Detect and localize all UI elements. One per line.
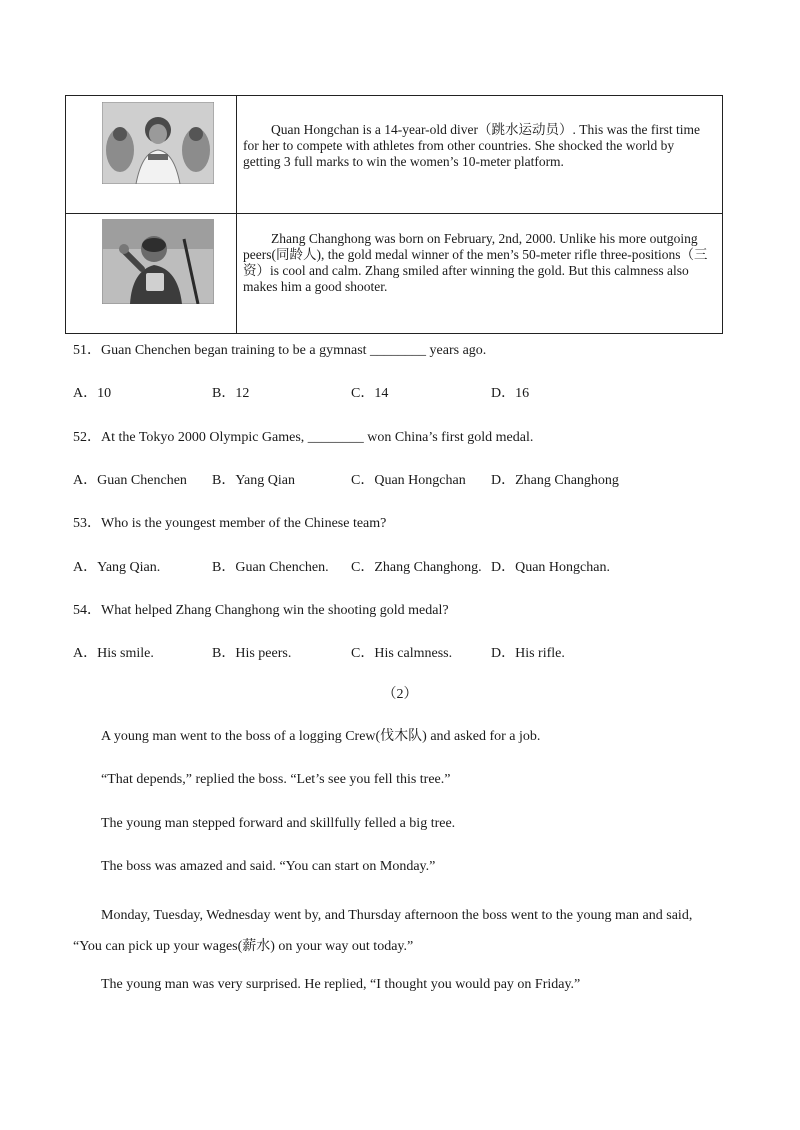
option-c[interactable]: C．Zhang Changhong.	[351, 560, 482, 575]
option-d[interactable]: D．His rifle.	[491, 646, 565, 661]
option-c[interactable]: C．14	[351, 386, 389, 401]
option-c[interactable]: C．Quan Hongchan	[351, 473, 466, 488]
athlete-photo-diver	[102, 102, 214, 184]
option-a[interactable]: A．Yang Qian.	[73, 560, 161, 575]
question-51: 51．Guan Chenchen began training to be a gymnast ________ years ago.	[73, 343, 487, 358]
passage-paragraph: Monday, Tuesday, Wednesday went by, and Thursday afternoon the boss went to the young man and said, “You can pick up your wages(薪水) on your way out today.”	[73, 908, 693, 954]
option-b[interactable]: B．Guan Chenchen.	[212, 560, 329, 575]
option-a[interactable]: A．His smile.	[73, 646, 154, 661]
option-a[interactable]: A．10	[73, 386, 112, 401]
athlete-photo-shooter	[102, 219, 214, 304]
athlete-description: Quan Hongchan is a 14-year-old diver（跳水运动员）. This was the first time for her to compete with athletes from other countries. She shocked the world by getting 3 full marks to win the women’s 10-meter platform.	[243, 122, 701, 169]
description-cell	[237, 214, 723, 334]
passage-paragraph: The young man stepped forward and skillfully felled a big tree.	[101, 816, 456, 831]
option-b[interactable]: B．12	[212, 386, 250, 401]
passage-paragraph: “That depends,” replied the boss. “Let’s see you fell this tree.”	[101, 772, 451, 787]
option-d[interactable]: D．16	[491, 386, 530, 401]
question-53: 53．Who is the youngest member of the Chinese team?	[73, 516, 387, 531]
passage-paragraph: A young man went to the boss of a logging Crew(伐木队) and asked for a job.	[101, 729, 541, 744]
description-cell	[237, 96, 723, 214]
photo-cell	[66, 96, 237, 214]
option-b[interactable]: B．Yang Qian	[212, 473, 295, 488]
option-d[interactable]: D．Zhang Changhong	[491, 473, 619, 488]
passage-paragraph: The young man was very surprised. He replied, “I thought you would pay on Friday.”	[101, 977, 581, 992]
option-d[interactable]: D．Quan Hongchan.	[491, 560, 610, 575]
table-row	[66, 214, 723, 334]
athlete-description: Zhang Changhong was born on February, 2nd, 2000. Unlike his more outgoing peers(同龄人), the gold medal winner of the men’s 50-meter rifle three-positions（三资）is cool and calm. Zhang smiled after winning the gold. But this calmness also makes him a good shooter.	[243, 231, 708, 294]
option-c[interactable]: C．His calmness.	[351, 646, 453, 661]
option-a[interactable]: A．Guan Chenchen	[73, 473, 187, 488]
option-b[interactable]: B．His peers.	[212, 646, 292, 661]
section-number: （2）	[382, 687, 418, 702]
table-row	[66, 96, 723, 214]
athlete-info-table	[65, 95, 723, 334]
passage-paragraph: The boss was amazed and said. “You can start on Monday.”	[101, 859, 436, 874]
photo-cell	[66, 214, 237, 334]
question-54: 54．What helped Zhang Changhong win the shooting gold medal?	[73, 603, 449, 618]
question-52: 52．At the Tokyo 2000 Olympic Games, ________ won China’s first gold medal.	[73, 430, 534, 445]
